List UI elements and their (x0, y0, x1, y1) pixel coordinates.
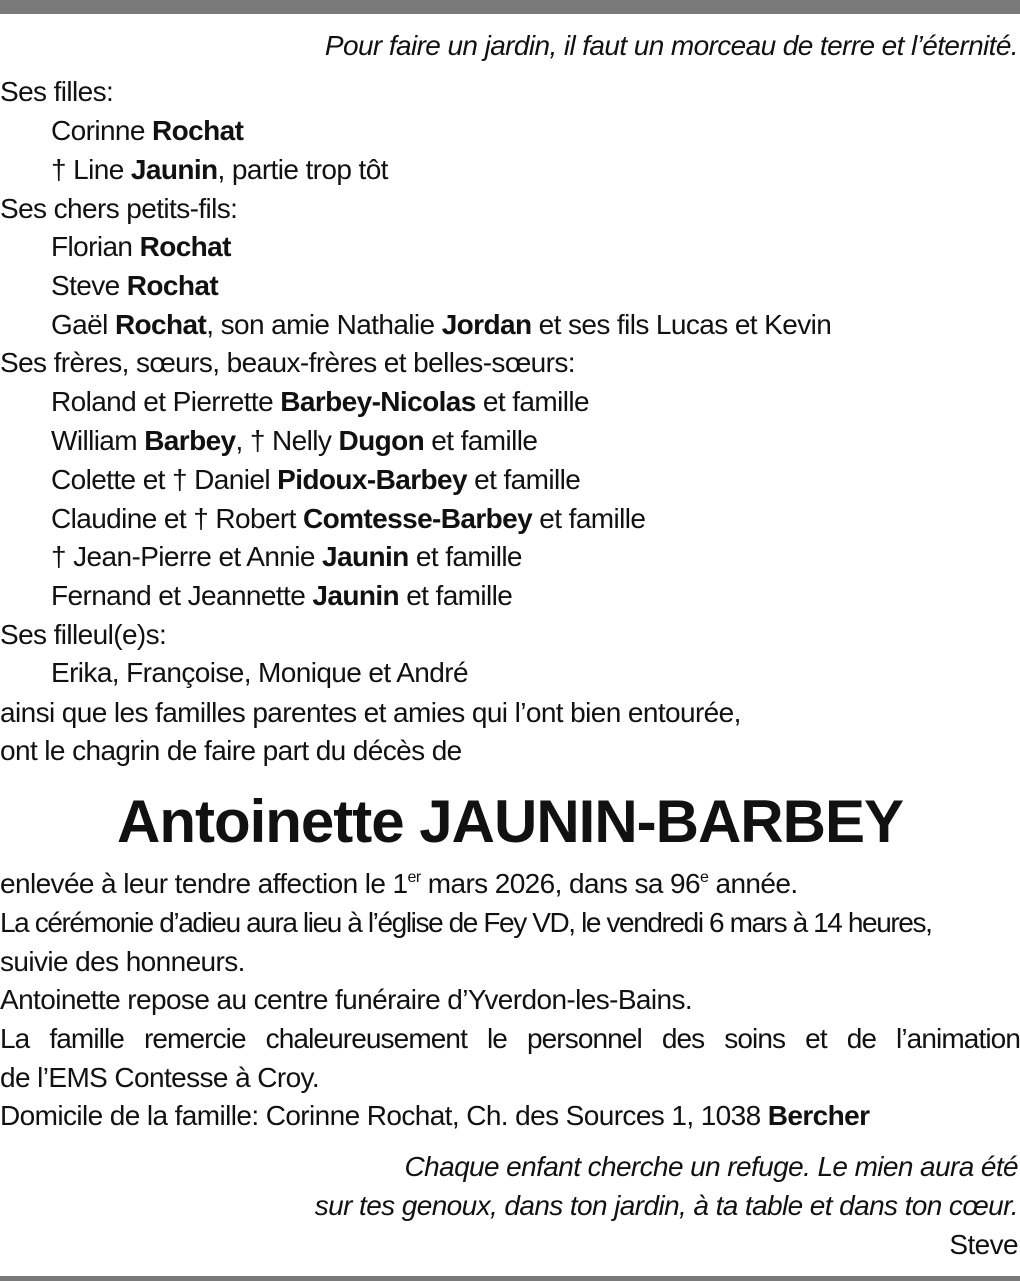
daughter-entry: † Line Jaunin, partie trop tôt (51, 154, 388, 185)
address-town: Bercher (767, 1100, 870, 1131)
family-name: Rochat (126, 270, 219, 301)
family-name: Jaunin (322, 541, 409, 572)
closing-quote: sur tes genoux, dans ton jardin, à ta table et dans ton cœur. (314, 1190, 1018, 1221)
deceased-name: Antoinette JAUNIN-BARBEY (117, 788, 903, 855)
daughters-heading: Ses filles: (0, 76, 114, 107)
thanks-text-cont: de l’EMS Contesse à Croy. (0, 1062, 320, 1093)
family-name: Jordan (441, 309, 532, 340)
grandsons-heading: Ses chers petits-fils: (0, 193, 238, 224)
family-name: Rochat (152, 115, 244, 146)
daughter-entry: Corinne Rochat (51, 115, 244, 146)
family-name: Pidoux-Barbey (277, 464, 467, 495)
signature: Steve (949, 1229, 1018, 1260)
family-name: Rochat (139, 231, 231, 262)
ceremony-info: La cérémonie d’adieu aura lieu à l’église de Fey VD, le vendredi 6 mars à 14 heures, (0, 907, 932, 938)
sibling-entry: William Barbey, † Nelly Dugon et famille (51, 425, 538, 456)
grandson-entry: Florian Rochat (51, 231, 231, 262)
family-name: Barbey (144, 425, 236, 456)
sibling-entry: Colette et † Daniel Pidoux-Barbey et famille (51, 464, 581, 495)
family-address: Domicile de la famille: Corinne Rochat, Ch. des Sources 1, 1038 Bercher (0, 1100, 870, 1131)
closing-line: ont le chagrin de faire part du décès de (0, 735, 462, 766)
family-name: Barbey-Nicolas (280, 386, 476, 417)
resting-place: Antoinette repose au centre funéraire d’Yverdon-les-Bains. (0, 984, 693, 1015)
opening-quote: Pour faire un jardin, il faut un morceau de terre et l’éternité. (324, 30, 1018, 61)
sibling-entry: Fernand et Jeannette Jaunin et famille (51, 580, 513, 611)
sibling-entry: † Jean-Pierre et Annie Jaunin et famille (51, 541, 522, 572)
ceremony-info-cont: suivie des honneurs. (0, 946, 245, 977)
thanks-text: La famille remercie chaleureusement le personnel des soins et de l’animation (0, 1023, 1020, 1054)
family-name: Jaunin (312, 580, 400, 611)
family-name: Comtesse-Barbey (303, 503, 533, 534)
godchildren-heading: Ses filleul(e)s: (0, 619, 167, 650)
siblings-heading: Ses frères, sœurs, beaux-frères et belles-sœurs: (0, 347, 575, 378)
family-name: Rochat (114, 309, 207, 340)
godchildren-names: Erika, Françoise, Monique et André (51, 657, 468, 688)
date-of-death: enlevée à leur tendre affection le 1er mars 2026, dans sa 96e année. (0, 868, 798, 899)
family-name: Dugon (338, 425, 425, 456)
family-name: Jaunin (130, 154, 218, 185)
sibling-entry: Roland et Pierrette Barbey-Nicolas et famille (51, 386, 589, 417)
sibling-entry: Claudine et † Robert Comtesse-Barbey et famille (51, 503, 646, 534)
grandson-entry: Steve Rochat (51, 270, 219, 301)
grandson-entry: Gaël Rochat, son amie Nathalie Jordan et ses fils Lucas et Kevin (51, 309, 832, 340)
bottom-rule (0, 1276, 1020, 1281)
top-rule (0, 0, 1020, 14)
closing-quote: Chaque enfant cherche un refuge. Le mien aura été (404, 1151, 1018, 1182)
closing-line: ainsi que les familles parentes et amies qui l’ont bien entourée, (0, 697, 741, 728)
